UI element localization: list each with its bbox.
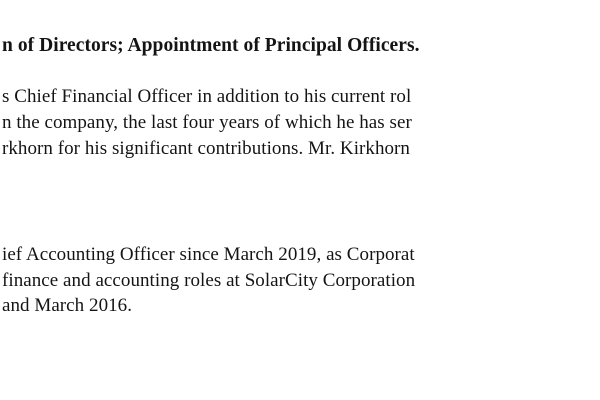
paragraph-1-line-2: n the company, the last four years of which he has ser [2, 112, 412, 133]
paragraph-1-line-1: s Chief Financial Officer in addition to his current rol [2, 86, 412, 107]
paragraph-2-line-2: finance and accounting roles at SolarCity Corporation [2, 270, 416, 291]
paragraph-1-line-3: rkhorn for his significant contributions. Mr. Kirkhorn [2, 138, 410, 159]
paragraph-2-line-1: ief Accounting Officer since March 2019, as Corporat [2, 244, 415, 265]
paragraph-2-line-3: and March 2016. [2, 295, 133, 316]
section-heading: n of Directors; Appointment of Principal Officers. [2, 35, 420, 56]
